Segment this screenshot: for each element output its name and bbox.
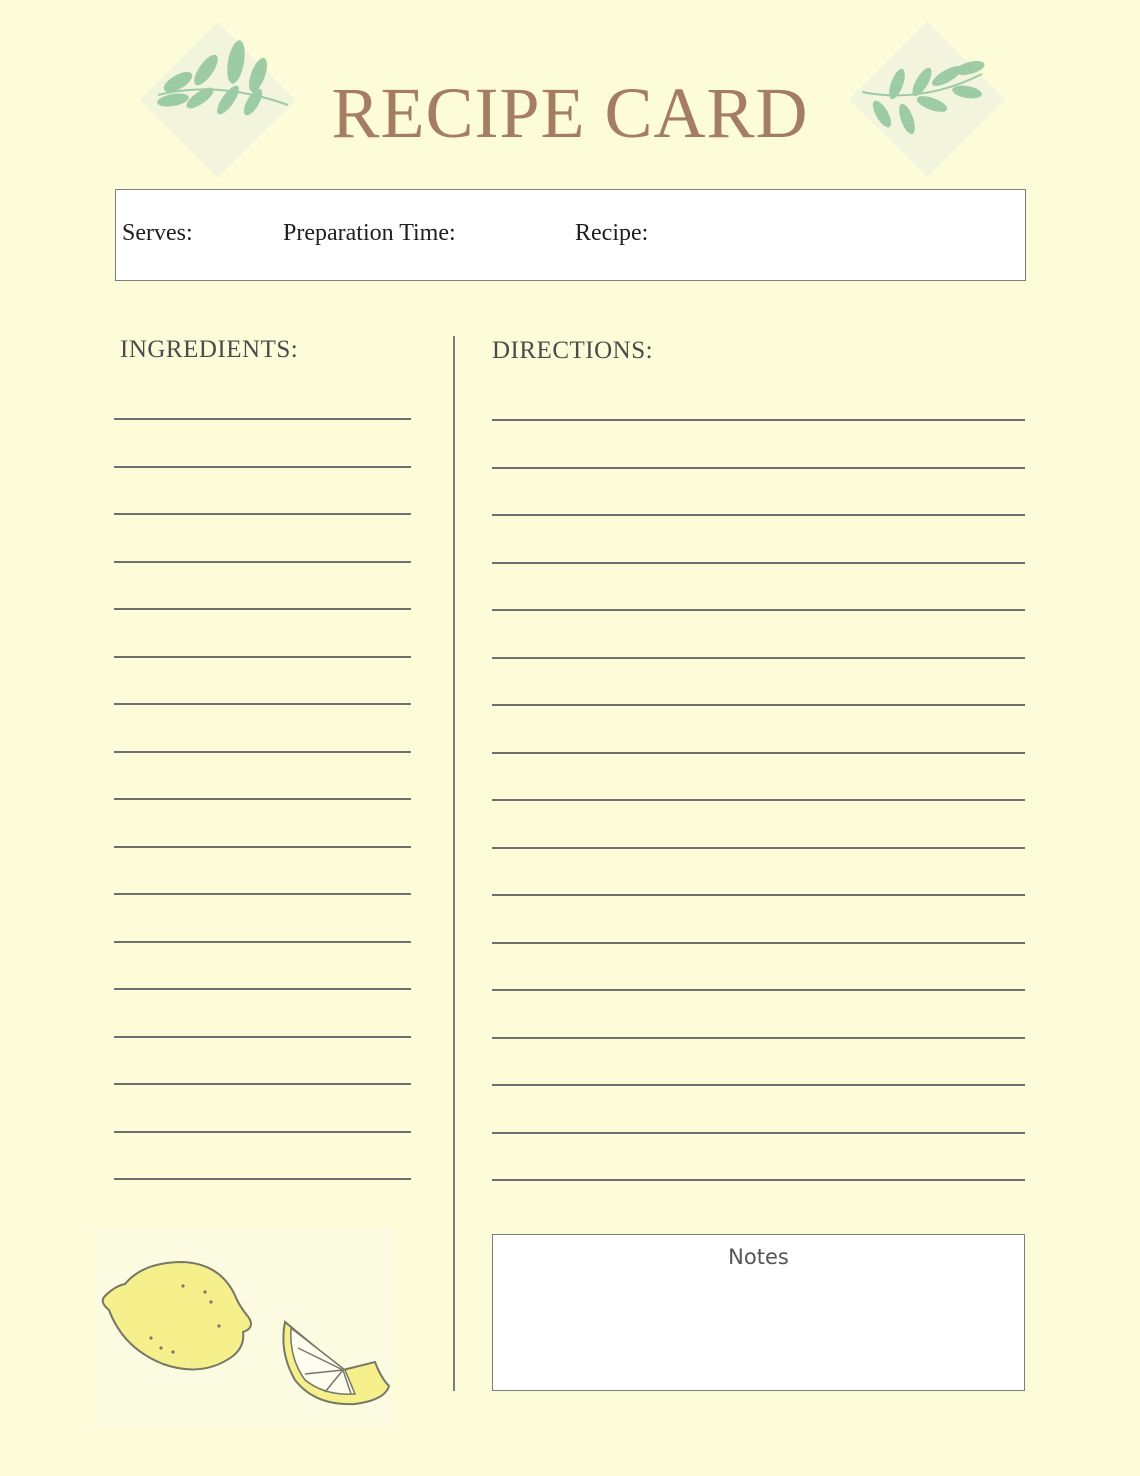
column-divider — [453, 336, 455, 1391]
direction-line[interactable] — [492, 894, 1025, 896]
direction-line[interactable] — [492, 1037, 1025, 1039]
direction-line[interactable] — [492, 467, 1025, 469]
direction-line[interactable] — [492, 657, 1025, 659]
ingredient-line[interactable] — [114, 1131, 411, 1133]
direction-line[interactable] — [492, 514, 1025, 516]
directions-heading: DIRECTIONS: — [492, 337, 654, 364]
ingredient-line[interactable] — [114, 418, 411, 420]
direction-line[interactable] — [492, 562, 1025, 564]
lemon-illustration — [93, 1228, 393, 1426]
direction-line[interactable] — [492, 752, 1025, 754]
ingredient-line[interactable] — [114, 466, 411, 468]
ingredient-line[interactable] — [114, 893, 411, 895]
notes-label: Notes — [728, 1245, 789, 1269]
notes-box[interactable] — [492, 1234, 1025, 1391]
ingredient-line[interactable] — [114, 798, 411, 800]
ingredient-line[interactable] — [114, 941, 411, 943]
direction-line[interactable] — [492, 1179, 1025, 1181]
direction-line[interactable] — [492, 704, 1025, 706]
recipe-label: Recipe: — [575, 220, 649, 246]
ingredients-heading: INGREDIENTS: — [120, 336, 299, 363]
direction-line[interactable] — [492, 847, 1025, 849]
direction-line[interactable] — [492, 419, 1025, 421]
page-title: RECIPE CARD — [331, 73, 809, 153]
direction-line[interactable] — [492, 1132, 1025, 1134]
preparation-time-label: Preparation Time: — [283, 220, 456, 246]
direction-line[interactable] — [492, 609, 1025, 611]
ingredient-line[interactable] — [114, 1178, 411, 1180]
direction-line[interactable] — [492, 942, 1025, 944]
ingredient-line[interactable] — [114, 656, 411, 658]
ingredient-line[interactable] — [114, 561, 411, 563]
direction-line[interactable] — [492, 799, 1025, 801]
ingredient-line[interactable] — [114, 513, 411, 515]
direction-line[interactable] — [492, 989, 1025, 991]
ingredient-line[interactable] — [114, 988, 411, 990]
recipe-info-box — [115, 189, 1026, 281]
ingredient-line[interactable] — [114, 1036, 411, 1038]
ingredient-line[interactable] — [114, 608, 411, 610]
serves-label: Serves: — [122, 220, 193, 246]
ingredient-line[interactable] — [114, 751, 411, 753]
ingredient-line[interactable] — [114, 1083, 411, 1085]
ingredient-line[interactable] — [114, 703, 411, 705]
ingredient-line[interactable] — [114, 846, 411, 848]
direction-line[interactable] — [492, 1084, 1025, 1086]
